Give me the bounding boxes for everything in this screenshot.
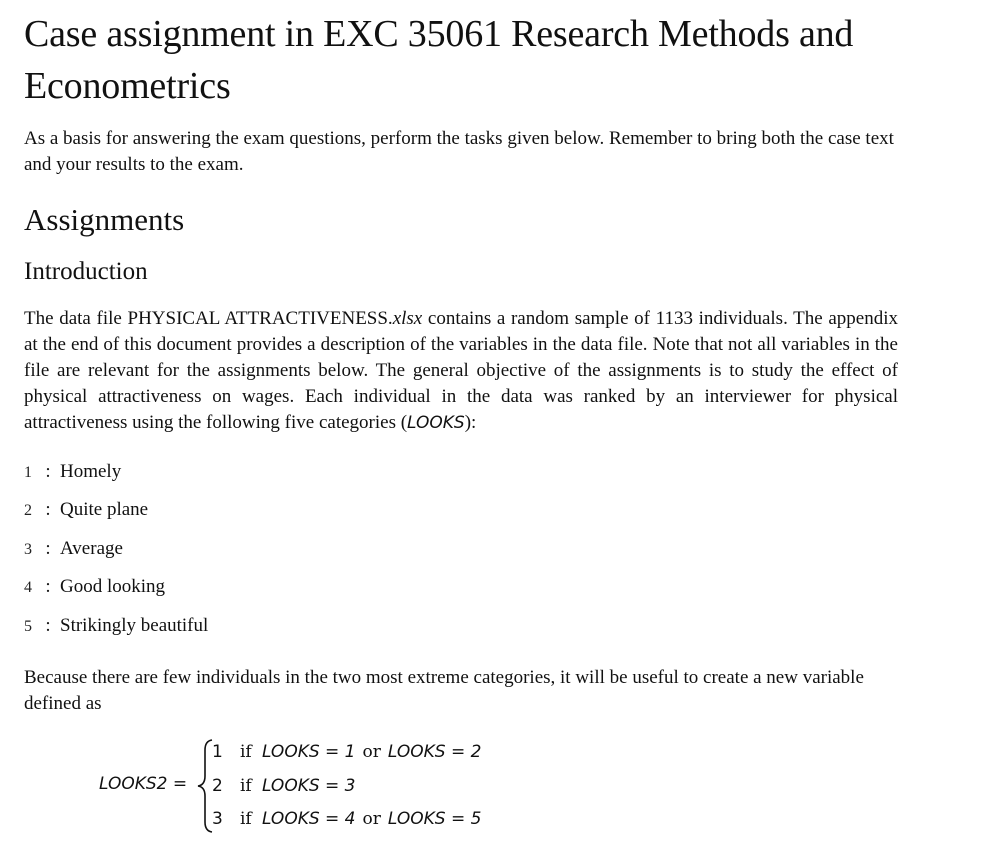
case-value: 1	[212, 742, 223, 762]
category-colon: :	[45, 576, 51, 597]
equation-case-row	[212, 776, 356, 796]
category-number: 3	[24, 541, 32, 558]
document-title: Case assignment in EXC 35061 Research Methods and Econometrics	[24, 13, 854, 107]
case-condition: LOOKS = 4	[261, 809, 356, 829]
case-if: if	[240, 809, 252, 829]
equation-case-row	[212, 809, 481, 829]
case-or: or	[362, 742, 381, 762]
category-colon: :	[45, 499, 51, 520]
case-if: if	[240, 776, 252, 796]
looks-variable: LOOKS	[407, 413, 465, 433]
new-variable-paragraph: Because there are few individuals in the two most extreme categories, it will be useful to create a new variable defined as	[24, 667, 864, 714]
case-condition: LOOKS = 5	[387, 809, 482, 829]
equation-case-row	[212, 742, 481, 762]
case-condition: LOOKS = 2	[387, 742, 482, 762]
equation-lhs: LOOKS2 =	[99, 774, 188, 794]
category-number: 4	[24, 579, 32, 596]
subsection-heading: Introduction	[24, 258, 148, 285]
category-label: Strikingly beautiful	[60, 615, 209, 636]
paragraph-text-end: ):	[464, 412, 477, 433]
case-value: 2	[212, 776, 223, 796]
list-item	[24, 458, 121, 487]
list-item	[24, 496, 148, 525]
paragraph-text-start: The data file PHYSICAL ATTRACTIVENESS.	[24, 308, 393, 329]
category-label: Good looking	[60, 576, 166, 597]
category-label: Quite plane	[60, 499, 149, 520]
category-number: 5	[24, 618, 32, 635]
case-if: if	[240, 742, 252, 762]
list-item	[24, 612, 208, 641]
case-or: or	[362, 809, 381, 829]
case-value: 3	[212, 809, 223, 829]
category-colon: :	[45, 615, 51, 636]
category-label: Homely	[60, 461, 122, 482]
category-number: 2	[24, 502, 32, 519]
case-condition: LOOKS = 3	[261, 776, 356, 796]
section-heading: Assignments	[24, 202, 185, 237]
list-item	[24, 535, 123, 564]
list-item	[24, 573, 165, 602]
category-label: Average	[60, 538, 123, 559]
file-extension: xlsx	[392, 308, 423, 329]
case-condition: LOOKS = 1	[261, 742, 356, 762]
paragraph-text-main: contains a random sample of 1133 individuals. The appendix at the end of this document provides a description of the variables in the data file. Note that not all variables in the file are relevant for the assignments below. The general objective of the assignments is to study the effect of physical attractiveness on wages. Each individual in the data was ranked by an interviewer for physical attractiveness using the following five categories (	[24, 308, 898, 433]
category-colon: :	[45, 461, 51, 482]
category-number: 1	[24, 464, 32, 481]
data-description-paragraph	[24, 306, 898, 436]
category-colon: :	[45, 538, 51, 559]
intro-paragraph: As a basis for answering the exam questions, perform the tasks given below. Remember to bring both the case text and your results to the exam.	[24, 128, 894, 175]
